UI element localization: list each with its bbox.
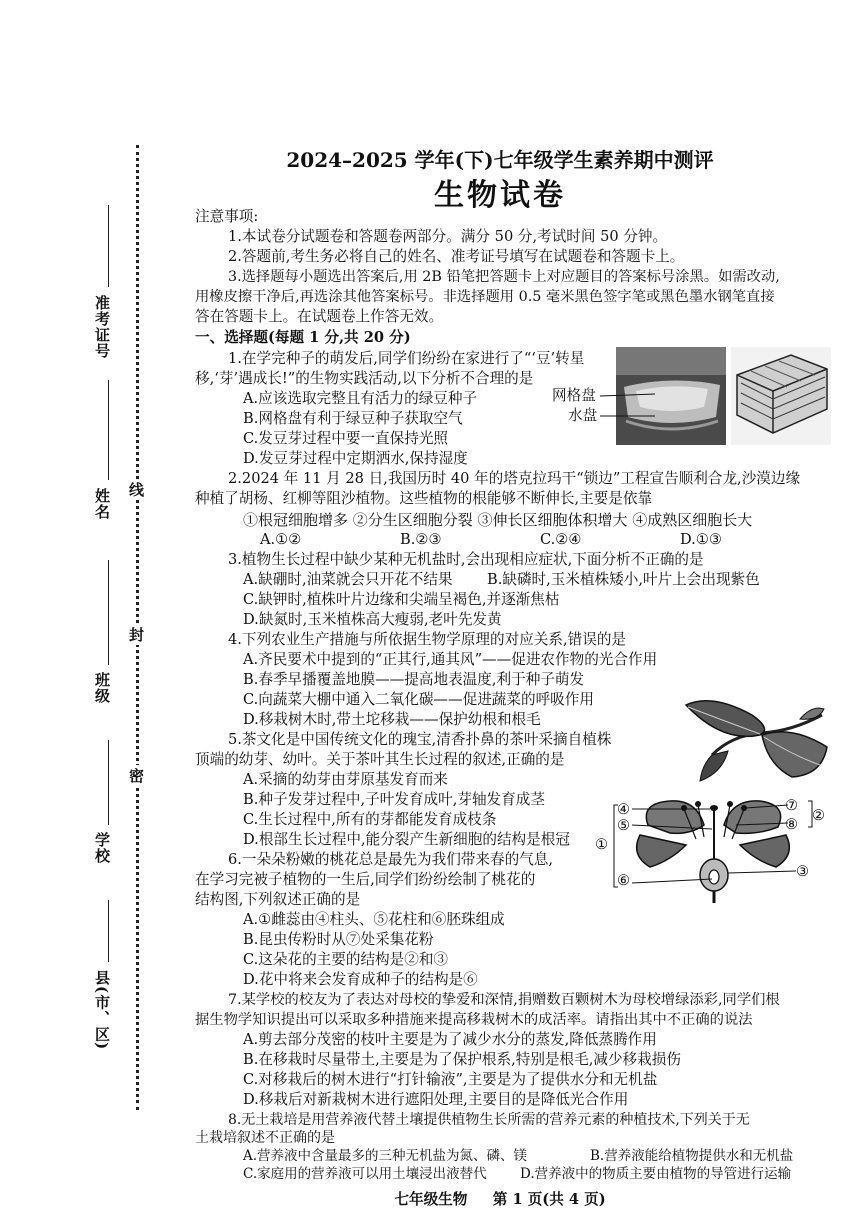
q6-stem-2: 在学习完被子植物的一生后,同学们纷纷绘制了桃花的 bbox=[195, 871, 536, 888]
q1-stem-2: 移,‘芽’遇成长!”的生物实践活动,以下分析不合理的是 bbox=[195, 370, 534, 387]
fig6-label-5: ⑤ bbox=[617, 817, 631, 834]
q7-stem-1: 7.某学校的校友为了表达对母校的挚爱和深情,捐赠数百颗树木为母校增绿添彩,同学们根 bbox=[228, 992, 780, 1008]
q7-option-d: D.移栽后对新栽树木进行遮阳处理,主要目的是降低光合作用 bbox=[243, 1091, 629, 1108]
fig6-label-4: ④ bbox=[617, 801, 631, 818]
q1-option-a: A.应该选取完整且有活力的绿豆种子 bbox=[243, 390, 478, 407]
notice-line-3: 3.选择题每小题选出答案后,用 2B 铅笔把答题卡上对应题目的答案标号涂黑。如需改动, bbox=[228, 269, 780, 285]
q8-stem-1: 8.无土栽培是用营养液代替土壤提供植物生长所需的营养元素的种植技术,下列关于无 bbox=[228, 1112, 750, 1128]
margin-label-school: 学校 bbox=[93, 832, 111, 864]
name-blank bbox=[108, 380, 109, 480]
q8-option-b: B.营养液能给植物提供水和无机盐 bbox=[590, 1148, 794, 1164]
fig6-label-2: ② bbox=[812, 807, 826, 824]
q3-stem: 3.植物生长过程中缺少某种无机盐时,会出现相应症状,下面分析不正确的是 bbox=[228, 551, 704, 568]
q7-option-b: B.在移栽时尽量带土,主要是为了保护根系,特别是根毛,减少移栽损伤 bbox=[243, 1051, 681, 1068]
fig1-leader-lines bbox=[600, 390, 660, 420]
school-blank bbox=[108, 740, 109, 825]
county-blank bbox=[108, 900, 109, 962]
exam-subtitle: 生物试卷 bbox=[434, 178, 566, 213]
q2-stem-1: 2.2024 年 11 月 28 日,我国历时 40 年的塔克拉玛干“锁边”工程宣告顺利合龙,沙漠边缘 bbox=[228, 470, 801, 487]
q6-stem-3: 结构图,下列叙述正确的是 bbox=[195, 891, 361, 908]
q5-option-c: C.生长过程中,所有的芽都能发育成枝条 bbox=[243, 811, 497, 828]
exam-number-blank bbox=[108, 205, 109, 287]
q2-option-d: D.①③ bbox=[680, 531, 722, 548]
fig6-label-3: ③ bbox=[796, 863, 810, 880]
q5-option-b: B.种子发芽过程中,子叶发育成叶,芽轴发育成茎 bbox=[243, 791, 545, 808]
q3-option-d: D.缺氮时,玉米植株高大瘦弱,老叶先发黄 bbox=[243, 611, 502, 628]
q4-option-a: A.齐民要术中提到的“正其行,通其风”——促进农作物的光合作用 bbox=[243, 651, 658, 668]
grid-tray-drawing bbox=[731, 347, 831, 445]
seal-char-secret: 密 bbox=[129, 767, 145, 785]
page-footer bbox=[150, 1188, 850, 1209]
q8-option-a: A.营养液中含量最多的三种无机盐为氮、磷、镁 bbox=[243, 1148, 528, 1164]
q4-option-d: D.移栽树木时,带土坨移栽——保护幼根和根毛 bbox=[243, 711, 541, 728]
class-blank bbox=[108, 560, 109, 665]
q6-option-b: B.昆虫传粉时从⑦处采集花粉 bbox=[243, 931, 434, 948]
q8-stem-2: 土栽培叙述不正确的是 bbox=[195, 1130, 335, 1146]
fig6-label-7: ⑦ bbox=[785, 797, 799, 814]
q3-option-b: B.缺磷时,玉米植株矮小,叶片上会出现紫色 bbox=[487, 571, 760, 588]
fig6-label-8: ⑧ bbox=[785, 816, 799, 833]
q4-option-c: C.向蔬菜大棚中通入二氧化碳——促进蔬菜的呼吸作用 bbox=[243, 691, 594, 708]
q2-option-c: C.②④ bbox=[540, 531, 582, 548]
margin-label-class: 班级 bbox=[93, 672, 111, 704]
q6-option-c: C.这朵花的主要的结构是②和③ bbox=[243, 951, 449, 968]
q8-option-c: C.家庭用的营养液可以用土壤浸出液替代 bbox=[243, 1166, 487, 1182]
q5-stem-1: 5.茶文化是中国传统文化的瑰宝,清香扑鼻的茶叶采摘自植株 bbox=[228, 731, 612, 748]
margin-label-exam-number: 准考证号 bbox=[93, 295, 111, 359]
q6-option-a: A.①雌蕊由④柱头、⑤花柱和⑥胚珠组成 bbox=[243, 911, 505, 928]
q2-choices: ①根冠细胞增多 ②分生区细胞分裂 ③伸长区细胞体积增大 ④成熟区细胞长大 bbox=[243, 511, 753, 529]
margin-label-name: 姓名 bbox=[93, 488, 111, 520]
q1-stem-1: 1.在学完种子的萌发后,同学们纷纷在家进行了“‘豆’转星 bbox=[228, 350, 585, 367]
q7-option-a: A.剪去部分茂密的枝叶主要是为了减少水分的蒸发,降低蒸腾作用 bbox=[243, 1031, 657, 1048]
q7-stem-2: 据生物学知识提出可以采取多种措施来提高移栽树木的成活率。请指出其中不正确的说法 bbox=[195, 1012, 753, 1028]
exam-title: 2024–2025 学年(下)七年级学生素养期中测评 bbox=[286, 148, 714, 172]
q2-option-b: B.②③ bbox=[400, 531, 442, 548]
notice-line-4: 用橡皮擦干净后,再选涂其他答案标号。非选择题用 0.5 毫米黑色签字笔或黑色墨水钢笔直接 bbox=[195, 289, 775, 305]
q1-option-c: C.发豆芽过程中要一直保持光照 bbox=[243, 430, 449, 447]
notice-line-1: 1.本试卷分试题卷和答题卷两部分。满分 50 分,考试时间 50 分钟。 bbox=[228, 228, 668, 245]
q3-option-a: A.缺硼时,油菜就会只开花不结果 bbox=[243, 571, 453, 588]
fig1-label-water-tray: 水盘 bbox=[568, 407, 598, 424]
q8-option-d: D.营养液中的物质主要由植物的导管进行运输 bbox=[520, 1166, 792, 1182]
footer-page-number: 第 1 页(共 4 页) bbox=[492, 1191, 606, 1208]
q6-stem-1: 6.一朵朵粉嫩的桃花总是最先为我们带来春的气息, bbox=[228, 851, 554, 868]
q6-option-d: D.花中将来会发育成种子的结构是⑥ bbox=[243, 971, 478, 988]
q5-stem-2: 顶端的幼芽、幼叶。关于茶叶其生长过程的叙述,正确的是 bbox=[195, 751, 565, 768]
seal-char-line: 线 bbox=[129, 481, 145, 499]
fig6-label-1: ① bbox=[595, 836, 609, 853]
q5-option-a: A.采摘的幼芽由芽原基发育而来 bbox=[243, 771, 448, 788]
notice-heading: 注意事项: bbox=[195, 208, 259, 225]
q5-option-d: D.根部生长过程中,能分裂产生新细胞的结构是根冠 bbox=[243, 831, 570, 848]
q1-option-b: B.网格盘有利于绿豆种子获取空气 bbox=[243, 410, 463, 427]
notice-line-5: 答在答题卡上。在试题卷上作答无效。 bbox=[195, 308, 444, 325]
seal-char-seal: 封 bbox=[129, 626, 145, 644]
margin-label-county: 县(市、区) bbox=[93, 970, 111, 1051]
peach-flower-drawing bbox=[600, 795, 840, 905]
notice-line-2: 2.答题前,考生务必将自己的姓名、准考证号填写在试题卷和答题卡上。 bbox=[228, 248, 685, 265]
q7-option-c: C.对移栽后的树木进行“打针输液”,主要是为了提供水分和无机盐 bbox=[243, 1071, 658, 1088]
fig6-label-6: ⑥ bbox=[617, 872, 631, 889]
section-heading: 一、选择题(每题 1 分,共 20 分) bbox=[195, 329, 411, 346]
q4-stem: 4.下列农业生产措施与所依据生物学原理的对应关系,错误的是 bbox=[228, 631, 627, 648]
q2-stem-2: 种植了胡杨、红柳等阻沙植物。这些植物的根能够不断伸长,主要是依靠 bbox=[195, 490, 653, 507]
q2-option-a: A.①② bbox=[260, 531, 302, 548]
q4-option-b: B.春季早播覆盖地膜——提高地表温度,利于种子萌发 bbox=[243, 671, 585, 688]
q1-option-d: D.发豆芽过程中定期洒水,保持湿度 bbox=[243, 450, 468, 467]
tea-leaves-drawing bbox=[682, 685, 832, 785]
q3-option-c: C.缺钾时,植株叶片边缘和尖端呈褐色,并逐渐焦枯 bbox=[243, 591, 560, 608]
fig1-label-grid-tray: 网格盘 bbox=[552, 387, 596, 404]
footer-subject: 七年级生物 bbox=[394, 1191, 468, 1208]
